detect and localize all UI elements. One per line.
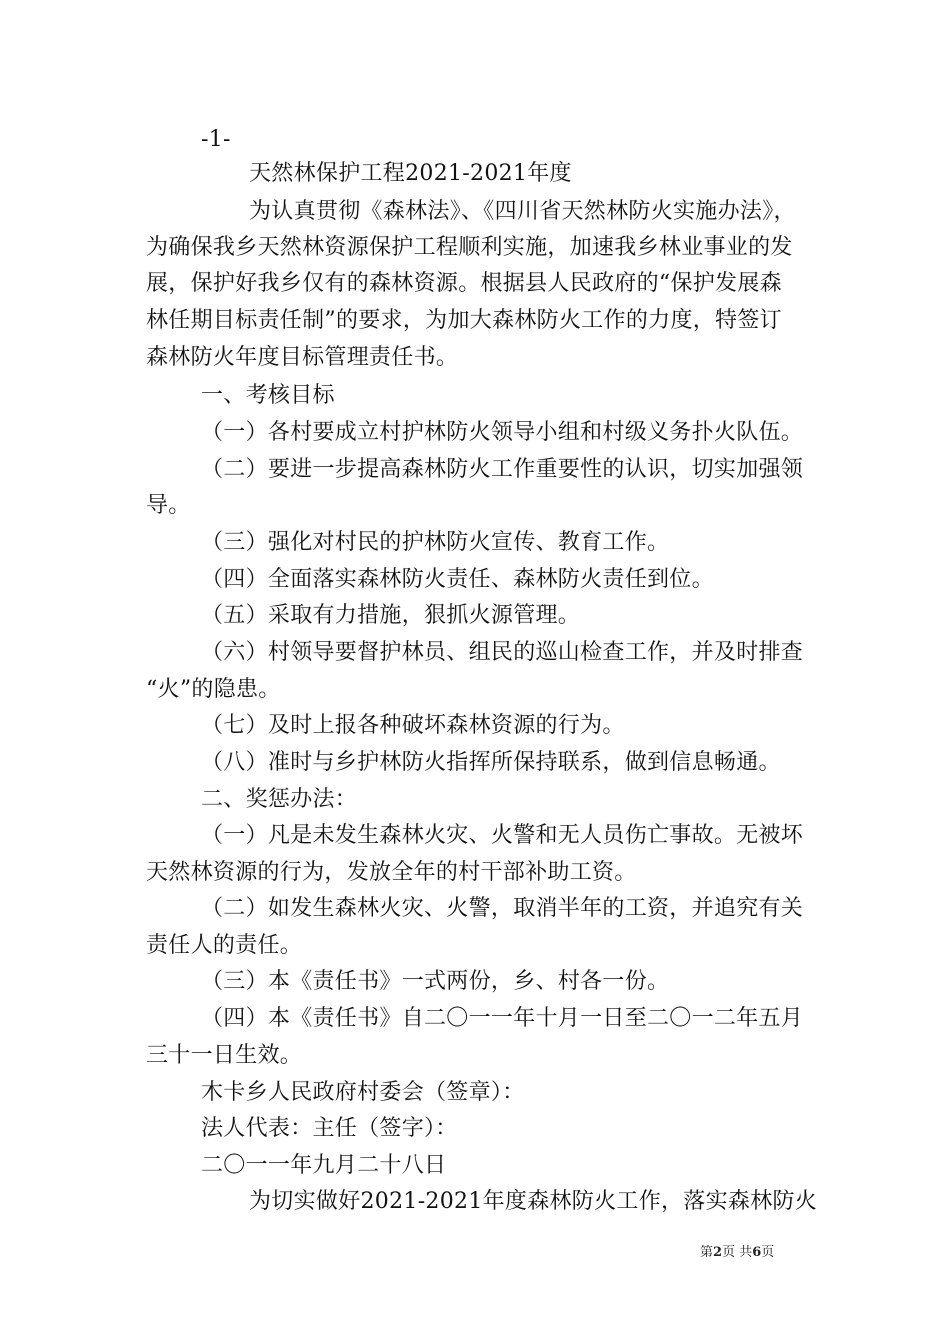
section-heading: 一、考核目标	[201, 383, 335, 408]
paragraph-line: 为切实做好2021-2021年度森林防火工作，落实森林防火	[249, 1189, 818, 1214]
list-item: （三）强化对村民的护林防火宣传、教育工作。	[201, 530, 670, 555]
paragraph-line: 为确保我乡天然林资源保护工程顺利实施，加速我乡林业事业的发	[146, 235, 793, 260]
list-item-continuation: “火”的隐患。	[146, 677, 281, 702]
page-marker: -1-	[201, 127, 231, 152]
signature-line: 木卡乡人民政府村委会（签章）：	[201, 1080, 525, 1105]
list-item: （二）要进一步提高森林防火工作重要性的认识，切实加强领	[201, 457, 804, 482]
list-item: （五）采取有力措施，狠抓火源管理。	[201, 603, 581, 628]
list-item: （七）及时上报各种破坏森林资源的行为。	[201, 713, 625, 738]
footer-suffix: 页	[761, 1245, 775, 1260]
paragraph-line: 展，保护好我乡仅有的森林资源。根据县人民政府的“保护发展森	[146, 271, 782, 296]
footer-prefix: 第	[700, 1245, 714, 1260]
list-item: （二）如发生森林火灾、火警，取消半年的工资，并追究有关	[201, 896, 804, 921]
footer-total-pages: 6	[752, 1245, 762, 1260]
section-heading: 二、奖惩办法：	[201, 787, 358, 812]
list-item-continuation: 三十一日生效。	[146, 1043, 303, 1068]
document-title: 天然林保护工程2021-2021年度	[249, 161, 572, 186]
list-item-continuation: 天然林资源的行为，发放全年的村干部补助工资。	[146, 860, 637, 885]
list-item: （一）各村要成立村护林防火领导小组和村级义务扑火队伍。	[201, 420, 804, 445]
list-item: （三）本《责任书》一式两份，乡、村各一份。	[201, 969, 670, 994]
list-item: （八）准时与乡护林防火指挥所保持联系，做到信息畅通。	[201, 750, 781, 775]
page-footer	[700, 1244, 774, 1262]
list-item-continuation: 责任人的责任。	[146, 933, 303, 958]
list-item: （一）凡是未发生森林火灾、火警和无人员伤亡事故。无被坏	[201, 823, 804, 848]
paragraph-line: 林任期目标责任制”的要求，为加大森林防火工作的力度，特签订	[146, 308, 782, 333]
signature-line: 法人代表：主任（签字）：	[201, 1116, 458, 1141]
list-item: （六）村领导要督护林员、组民的巡山检查工作，并及时排查	[201, 640, 804, 665]
date-line: 二〇一一年九月二十八日	[201, 1153, 447, 1178]
list-item: （四）本《责任书》自二〇一一年十月一日至二〇一二年五月	[201, 1006, 804, 1031]
footer-current-page: 2	[713, 1245, 723, 1260]
footer-middle: 页 共	[722, 1245, 753, 1260]
paragraph-line: 森林防火年度目标管理责任书。	[146, 345, 459, 370]
list-item: （四）全面落实森林防火责任、森林防火责任到位。	[201, 567, 714, 592]
paragraph-line: 为认真贯彻《森林法》、《四川省天然林防火实施办法》，	[249, 199, 796, 224]
list-item-continuation: 导。	[146, 493, 191, 518]
